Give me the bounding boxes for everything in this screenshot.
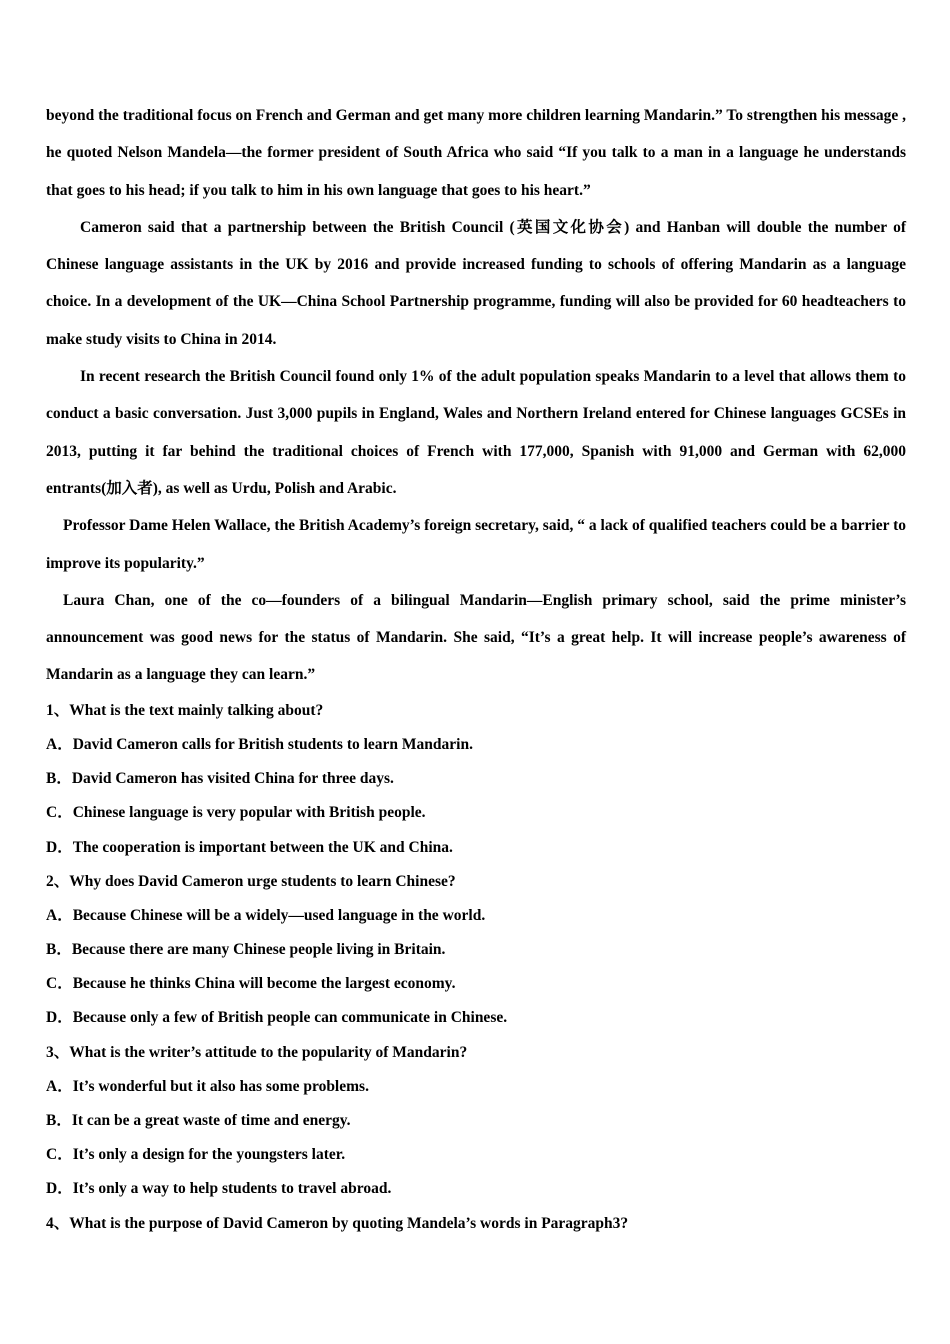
- question-stem: 3、What is the writer’s attitude to the popularity of Mandarin?: [46, 1043, 468, 1061]
- passage-paragraph-5: Laura Chan, one of the co—founders of a bilingual Mandarin—English primary school, said the prime minister’s announcement was good news for the status of Mandarin. She said, “It’s a great help. It will increase people’s awareness of Mandarin as a language they can learn.”: [46, 591, 906, 684]
- option-d: D．The cooperation is important between the UK and China.: [46, 838, 453, 856]
- option-b: B．It can be a great waste of time and energy.: [46, 1112, 351, 1129]
- option-c: C．Chinese language is very popular with British people.: [46, 804, 426, 822]
- option-b: B．David Cameron has visited China for three days.: [46, 770, 394, 788]
- question-2: [46, 865, 906, 1036]
- passage-paragraph-2: Cameron said that a partnership between the British Council (英国文化协会) and Hanban will double the number of Chinese language assistants in the UK by 2016 and provide increased funding to schools of offering Mandarin as a language choice. In a development of the UK—China School Partnership programme, funding will also be provided for 60 headteachers to make study visits to China in 2014.: [46, 218, 906, 348]
- option-a: A．Because Chinese will be a widely—used language in the world.: [46, 906, 486, 924]
- option-c: C．Because he thinks China will become the largest economy.: [46, 975, 456, 993]
- passage-paragraph-3: In recent research the British Council found only 1% of the adult population speaks Mandarin to a level that allows them to conduct a basic conversation. Just 3,000 pupils in England, Wales and Northern Ireland entered for Chinese languages GCSEs in 2013, putting it far behind the traditional choices of French with 177,000, Spanish with 91,000 and German with 62,000 entrants(加入者), as well as Urdu, Polish and Arabic.: [46, 368, 906, 497]
- reading-passage: [46, 97, 906, 694]
- question-stem: 4、What is the purpose of David Cameron by quoting Mandela’s words in Paragraph3?: [46, 1214, 629, 1232]
- question-1: [46, 694, 906, 865]
- option-a: A．David Cameron calls for British students to learn Mandarin.: [46, 735, 473, 753]
- option-b: B．Because there are many Chinese people living in Britain.: [46, 941, 446, 959]
- question-list: [46, 694, 906, 1241]
- question-4: [46, 1207, 906, 1241]
- document-page: [46, 97, 906, 1241]
- option-c: C．It’s only a design for the youngsters later.: [46, 1146, 346, 1164]
- question-3: [46, 1036, 906, 1207]
- question-stem: 1、What is the text mainly talking about?: [46, 701, 324, 719]
- option-d: D．It’s only a way to help students to travel abroad.: [46, 1180, 392, 1198]
- passage-paragraph-1: beyond the traditional focus on French and German and get many more children learning Mandarin.” To strengthen his message , he quoted Nelson Mandela—the former president of South Africa who said “If you talk to a man in a language he understands that goes to his head; if you talk to him in his own language that goes to his heart.”: [46, 107, 906, 199]
- option-a: A．It’s wonderful but it also has some problems.: [46, 1077, 369, 1095]
- passage-paragraph-4: Professor Dame Helen Wallace, the British Academy’s foreign secretary, said, “ a lack of qualified teachers could be a barrier to improve its popularity.”: [46, 517, 906, 572]
- option-d: D．Because only a few of British people can communicate in Chinese.: [46, 1009, 508, 1027]
- question-stem: 2、Why does David Cameron urge students to learn Chinese?: [46, 872, 456, 890]
